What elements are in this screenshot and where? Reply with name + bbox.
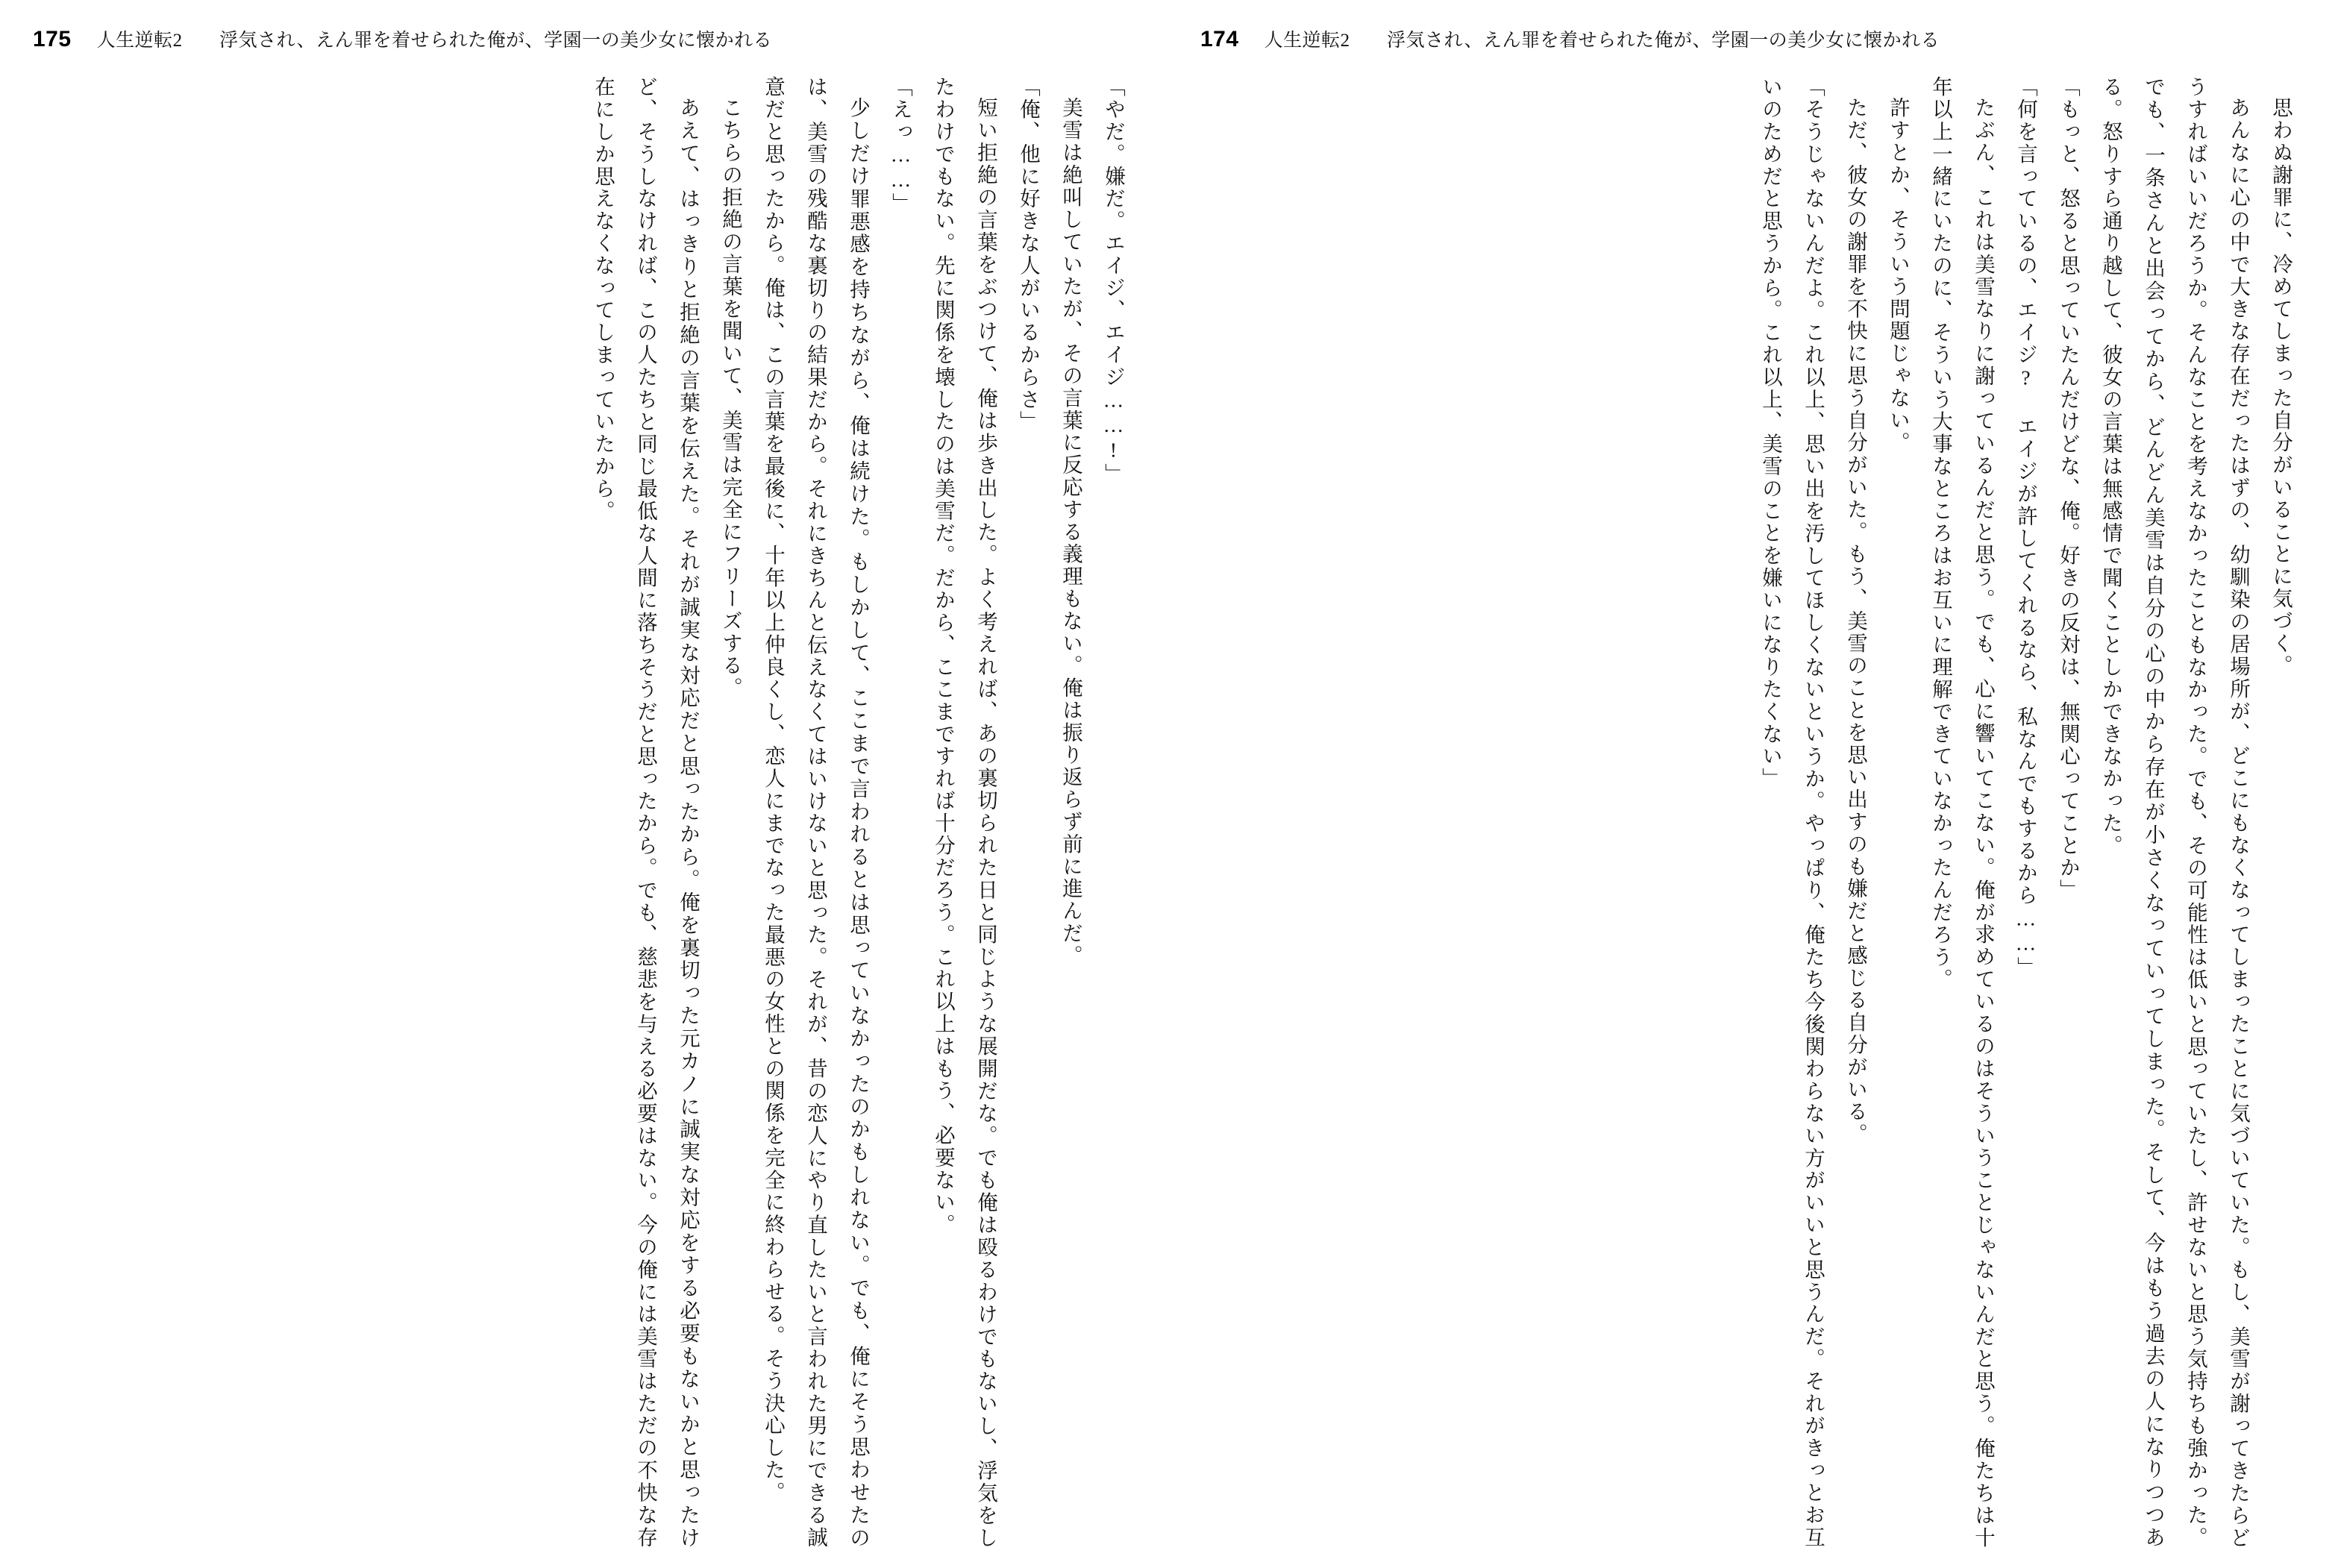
paragraph: あえて、はっきりと拒絶の言葉を伝えた。それが誠実な対応だと思ったから。俺を裏切った元カノに誠実な対応をする必要もないかと思ったけど、そうしなければ、この人たちと同じ最低な人間に落ちそうだと思ったから。でも、慈悲を与える必要はない。今の俺には美雪はただの不快な存在にしか思えなくなってしまっていたから。 [592,76,700,1549]
paragraph: こちらの拒絶の言葉を聞いて、美雪は完全にフリーズする。 [719,96,742,699]
paragraph: 許すとか、そういう問題じゃない。 [1887,96,1910,454]
paragraph: 少しだけ罪悪感を持ちながら、俺は続けた。もしかして、ここまで言われるとは思っていなかったのかもしれない。でも、俺にそう思わせたのは、美雪の残酷な裏切りの結果だから。それにきちんと伝えなくてはいけないと思った。それが、昔の恋人にやり直したいと言われた男にできる誠意だと思ったから。俺は、この言葉を最後に、十年以上仲良くし、恋人にまでなった最悪の女性との関係を完全に終わらせる。そう決心した。 [762,76,870,1549]
running-title-series-174: 人生逆転2 [1264,31,1350,51]
running-title-175 [97,25,773,52]
paragraph: たぶん、これは美雪なりに謝っているんだと思う。でも、心に響いてこない。俺が求めているのはそういうことじゃないんだと思う。俺たちは十年以上一緒にいたのに、そういう大事なところはお互いに理解できていなかったんだろう。 [1929,76,1995,1549]
page-body-174 [1200,76,2302,1549]
page-number-174: 174 [1200,27,1239,51]
paragraph: ただ、彼女の謝罪を不快に思う自分がいた。もう、美雪のことを思い出すのも嫌だと感じる自分がいる。 [1844,96,1867,1145]
paragraph: 「やだ。嫌だ。エイジ、エイジ……!」 [1102,76,1125,486]
paragraph: あんなに心の中で大きな存在だったはずの、幼馴染の居場所が、どこにもなくなってしまったことに気づいていた。もし、美雪が謝ってきたらどうすればいいだろうか。そんなことを考えなかったこともなかった。でも、その可能性は低いと思っていたし、許せないと思う気持ちも強かった。でも、一条さんと出会ってから、どんどん美雪は自分の心の中から存在が小さくなっていってしまった。そして、今はもう過去の人になりつつある。怒りすら通り越して、彼女の言葉は無感情で聞くことしかできなかった。 [2099,76,2250,1549]
page-174 [1168,0,2335,1568]
paragraph: 思わぬ謝罪に、冷めてしまった自分がいることに気づく。 [2269,96,2292,677]
running-title-series-175: 人生逆転2 [96,31,183,51]
running-title-text-174: 浮気され、えん罪を着せられた俺が、学園一の美少女に懐かれる [1387,31,1940,51]
page-body-175 [33,76,1135,1549]
paragraph: 「何を言っているの、エイジ? エイジが許してくれるなら、私なんでもするから……」 [2014,76,2037,979]
paragraph: 短い拒絶の言葉をぶつけて、俺は歩き出した。よく考えれば、あの裏切られた日と同じような展開だな。でも俺は殴るわけでもないし、浮気をしたわけでもない。先に関係を壊したのは美雪だ。だから、ここまですれば十分だろう。これ以上はもう、必要ない。 [932,76,997,1549]
paragraph: 「俺、他に好きな人がいるからさ」 [1017,76,1040,433]
paragraph: 「もっと、怒ると思っていたんだけどな、俺。好きの反対は、無関心ってことか」 [2057,76,2080,902]
page-header-174 [1200,25,2302,66]
paragraph: 「えっ……」 [889,76,912,216]
running-title-174 [1264,25,1940,52]
page-header-175 [33,25,1135,66]
page-number-175: 175 [33,27,72,51]
paragraph: 美雪は絶叫していたが、その言葉に反応する義理もない。俺は振り返らず前に進んだ。 [1059,96,1082,967]
running-title-text-175: 浮気され、えん罪を着せられた俺が、学園一の美少女に懐かれる [219,31,773,51]
paragraph: 「そうじゃないんだよ。これ以上、思い出を汚してほしくないというか。やっぱり、俺たち今後関わらない方がいいと思うんだ。それがきっとお互いのためだと思うから。これ以上、美雪のことを嫌いになりたくない」 [1759,76,1825,1549]
